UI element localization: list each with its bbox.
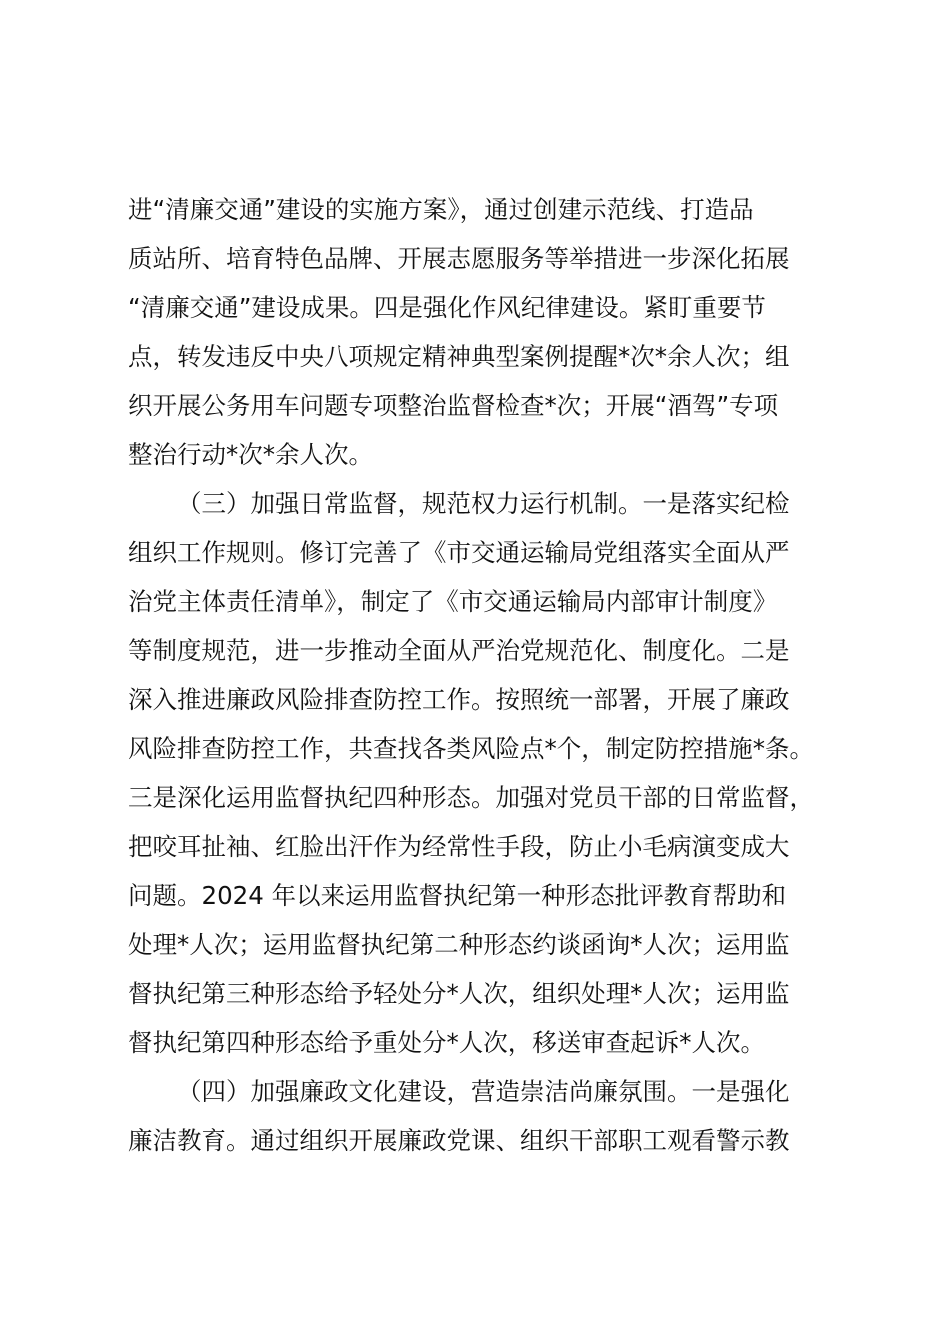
- text-line: 深入推进廉政风险排查防控工作。按照统一部署，开展了廉政: [128, 685, 790, 714]
- text-line: 处理*人次；运用监督执纪第二种形态约谈函询*人次；运用监: [128, 930, 790, 959]
- text-line: 整治行动*次*余人次。: [128, 440, 373, 469]
- text-line: 织开展公务用车问题专项整治监督检查*次；开展“酒驾”专项: [128, 391, 779, 420]
- section-heading-line: （三）加强日常监督，规范权力运行机制。一是落实纪检: [177, 489, 790, 518]
- text-line: “清廉交通”建设成果。四是强化作风纪律建设。紧盯重要节: [128, 293, 766, 322]
- section-heading-line: （四）加强廉政文化建设，营造崇洁尚廉氛围。一是强化: [177, 1077, 790, 1106]
- text-line: 治党主体责任清单》，制定了《市交通运输局内部审计制度》: [128, 587, 778, 616]
- text-line: 组织工作规则。修订完善了《市交通运输局党组落实全面从严: [128, 538, 790, 567]
- text-line: 把咬耳扯袖、红脸出汗作为经常性手段，防止小毛病演变成大: [128, 832, 790, 861]
- text-line: 风险排查防控工作，共查找各类风险点*个，制定防控措施*条。: [128, 734, 814, 763]
- text-line: 督执纪第三种形态给予轻处分*人次，组织处理*人次；运用监: [128, 979, 790, 1008]
- text-line: 进“清廉交通”建设的实施方案》，通过创建示范线、打造品: [128, 195, 754, 224]
- text-line: 等制度规范，进一步推动全面从严治党规范化、制度化。二是: [128, 636, 790, 665]
- text-line: 督执纪第四种形态给予重处分*人次，移送审查起诉*人次。: [128, 1028, 765, 1057]
- text-line: 廉洁教育。通过组织开展廉政党课、组织干部职工观看警示教: [128, 1126, 790, 1155]
- body-text: [128, 185, 848, 1165]
- text-line: 点，转发违反中央八项规定精神典型案例提醒*次*余人次；组: [128, 342, 790, 371]
- text-line: 问题。2024 年以来运用监督执纪第一种形态批评教育帮助和: [128, 881, 787, 910]
- text-line: 三是深化运用监督执纪四种形态。加强对党员干部的日常监督，: [128, 783, 814, 812]
- text-line: 质站所、培育特色品牌、开展志愿服务等举措进一步深化拓展: [128, 244, 790, 273]
